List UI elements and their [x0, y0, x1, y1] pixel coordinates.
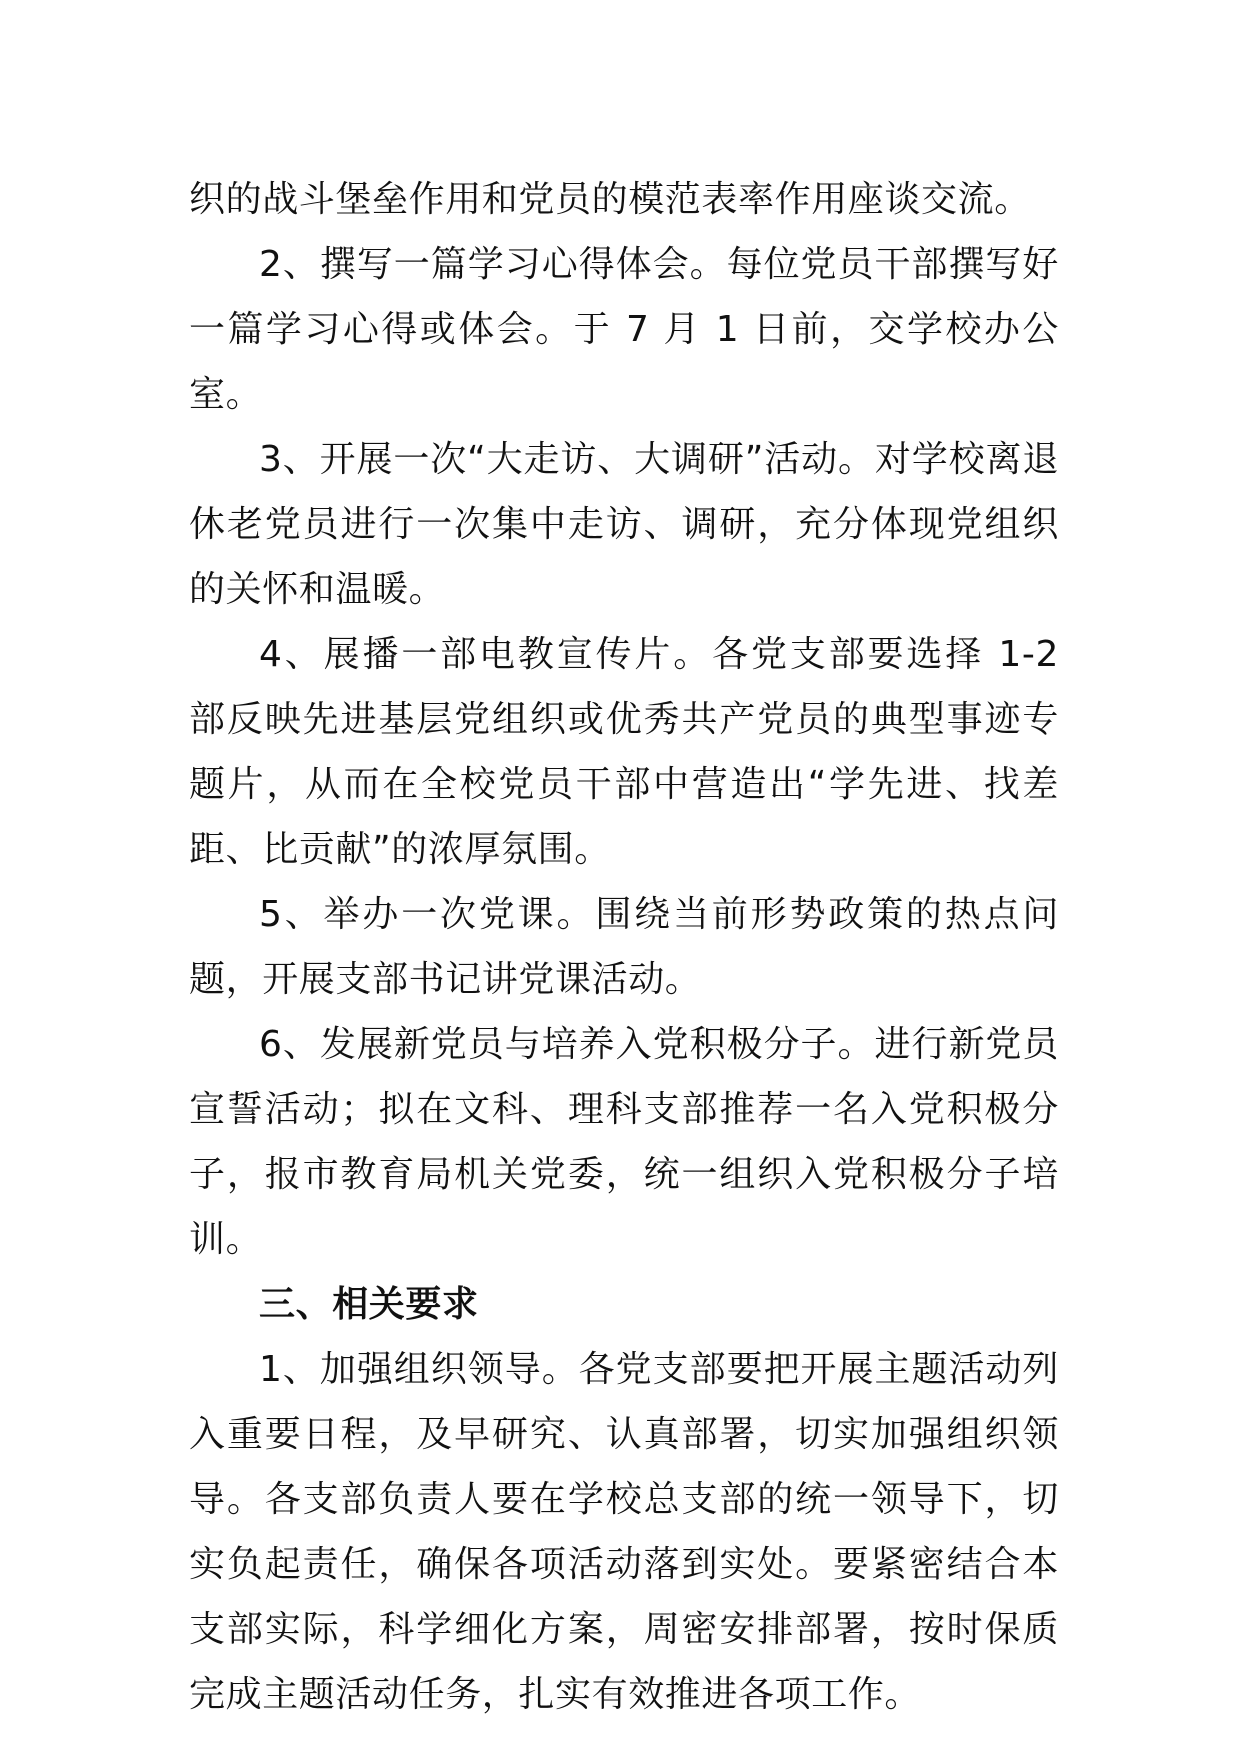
- section-heading-requirements: 三、相关要求: [259, 1284, 479, 1325]
- document-body: [189, 167, 1059, 1727]
- list-item-4-show-film: 4、展播一部电教宣传片。各党支部要选择 1-2 部反映先进基层党组织或优秀共产党员的典型事迹专题片，从而在全校党员干部中营造出“学先进、找差距、比贡献”的浓厚氛围。: [189, 634, 1059, 870]
- list-item-5-party-lecture: 5、举办一次党课。围绕当前形势政策的热点问题，开展支部书记讲党课活动。: [189, 894, 1059, 1000]
- list-item-3-visit-research: 3、开展一次“大走访、大调研”活动。对学校离退休老党员进行一次集中走访、调研，充分体现党组织的关怀和温暖。: [189, 439, 1059, 610]
- list-item-2-write-reflection: 2、撰写一篇学习心得体会。每位党员干部撰写好一篇学习心得或体会。于 7 月 1 日前，交学校办公室。: [189, 244, 1059, 415]
- paragraph-continuation: 织的战斗堡垒作用和党员的模范表率作用座谈交流。: [189, 179, 1031, 220]
- list-item-1-strengthen-leadership: 1、加强组织领导。各党支部要把开展主题活动列入重要日程，及早研究、认真部署，切实加强组织领导。各支部负责人要在学校总支部的统一领导下，切实负起责任，确保各项活动落到实处。要紧密结合本支部实际，科学细化方案，周密安排部署，按时保质完成主题活动任务，扎实有效推进各项工作。: [189, 1349, 1059, 1715]
- list-item-6-new-members: 6、发展新党员与培养入党积极分子。进行新党员宣誓活动；拟在文科、理科支部推荐一名入党积极分子，报市教育局机关党委，统一组织入党积极分子培训。: [189, 1024, 1059, 1260]
